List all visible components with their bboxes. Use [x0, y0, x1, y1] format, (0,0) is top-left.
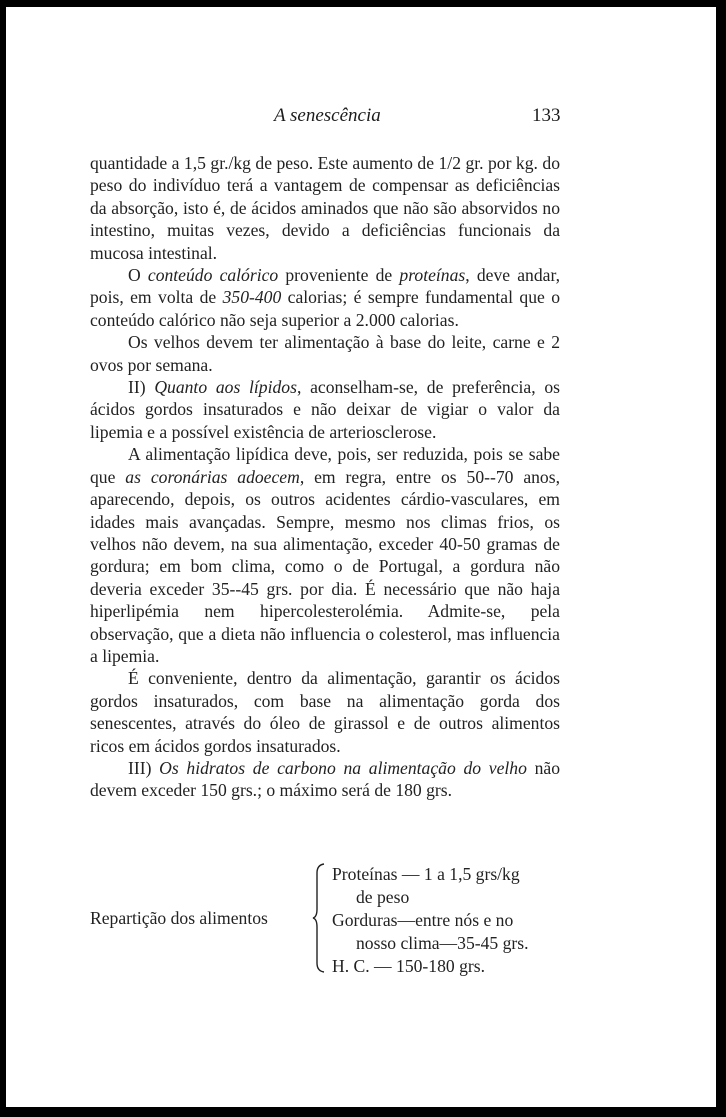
italic-text: Os hidratos de carbono na alimentação do velho — [159, 757, 527, 778]
text-run: não devem exceder 150 grs.; o máximo será de 180 grs. — [90, 757, 560, 801]
paragraph-3: Os velhos devem ter alimentação à base do leite, carne e 2 ovos por semana. — [90, 332, 560, 375]
running-header — [6, 105, 716, 131]
text-run: , aconselham-se, de preferência, os ácidos gordos insaturados e não deixar de vigiar o valor da lipemia e a possível existência de arteriosclerose. — [90, 377, 561, 442]
chapter-title: A senescência — [274, 105, 381, 126]
table-line: H. C. — 150-180 grs. — [332, 956, 485, 976]
paragraph-7 — [90, 757, 560, 802]
italic-text: as coronárias adoecem — [125, 466, 300, 487]
table-line: nosso clima—35-45 grs. — [356, 933, 529, 953]
text-run: , em regra, entre os 50--70 anos, aparecendo, depois, os outros acidentes cárdio-vasculares, em idades mais avançadas. Sempre, mesmo nos climas frios, os velhos não devem, na sua alimentação, exceder 40-50 gramas de gordura; em bom clima, como o de Portugal, a gordura não deveria exceder 35--45 grs. por dia. É necessário que não haja hiperlipémia nem hipercolesterolémia. Admite-se, pela observação, que a dieta não influencia o colesterol, mas influencia a lipemia. — [90, 466, 560, 666]
paragraph-1: quantidade a 1,5 gr./kg de peso. Este aumento de 1/2 gr. por kg. do peso do indivíduo terá a vantagem de compensar as deficiências da absorção, isto é, de ácidos aminados que não são absorvidos no intestino, muitas vezes, devido a deficiências funcionais da mucosa intestinal. — [90, 153, 560, 263]
paragraph-4 — [90, 376, 560, 443]
paragraph-2 — [90, 264, 560, 331]
paragraph-5 — [90, 443, 560, 667]
curly-brace-icon — [312, 863, 326, 973]
italic-text: 350-400 — [222, 287, 282, 308]
text-run: A alimentação lipídica deve, pois, ser reduzida, pois se sabe que — [90, 444, 560, 487]
table-items — [332, 863, 572, 978]
table-line: Gorduras—entre nós e no — [332, 910, 514, 930]
body-text — [90, 152, 560, 802]
text-run: calorias; é sempre fundamental que o conteúdo calórico não seja superior a 2.000 calorias. — [90, 287, 560, 330]
table-line: Proteínas — 1 a 1,5 grs/kg — [332, 864, 520, 884]
page-number: 133 — [532, 105, 561, 126]
table-label: Repartição dos alimentos — [90, 908, 268, 928]
section-number: III) — [128, 757, 160, 778]
text-run: O — [128, 265, 148, 286]
text-run: , deve andar, pois, em volta de — [90, 265, 560, 308]
section-number: II) — [128, 377, 155, 398]
table-line: de peso — [356, 887, 410, 907]
paragraph-6: É conveniente, dentro da alimentação, garantir os ácidos gordos insaturados, com base na alimentação gorda dos senescentes, através do óleo de girassol e de outros alimentos ricos em ácidos gordos insaturados. — [90, 668, 560, 756]
italic-text: proteínas — [399, 265, 466, 286]
italic-text: Quanto aos lípidos — [154, 377, 297, 398]
italic-text: conteúdo calórico — [147, 265, 279, 286]
food-distribution-table — [90, 863, 570, 976]
book-page — [6, 7, 716, 1107]
text-run: proveniente de — [278, 265, 400, 286]
